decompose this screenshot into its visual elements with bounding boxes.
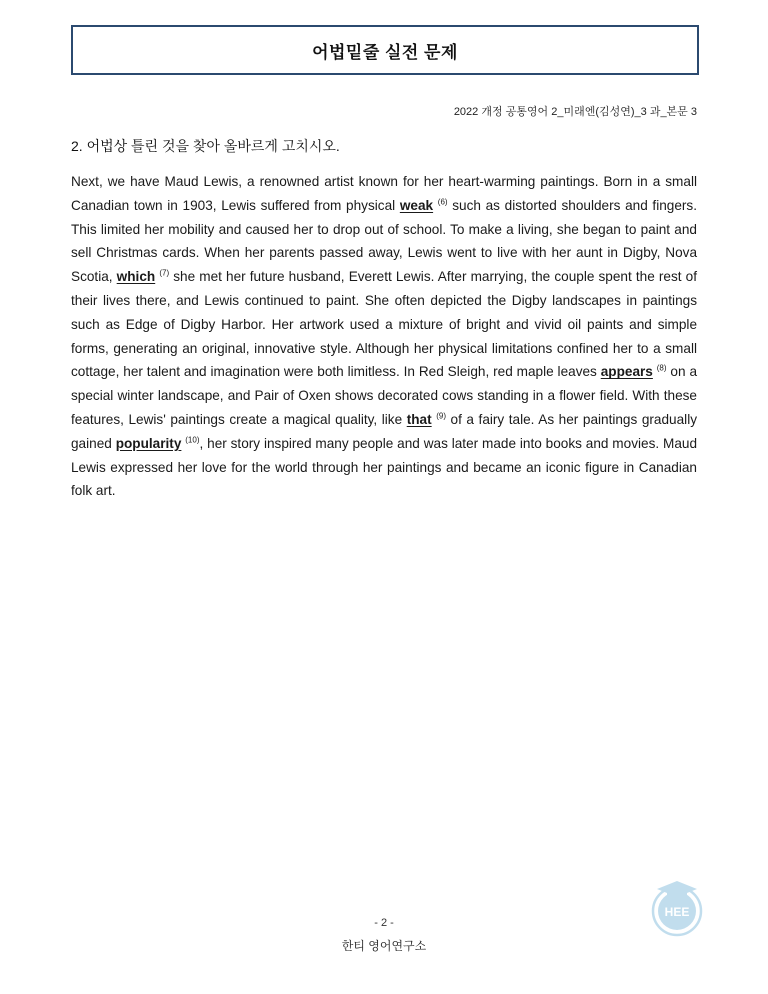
- hee-logo: [645, 875, 709, 939]
- item-number-10: (10): [185, 435, 200, 445]
- item-number-8: (8): [656, 363, 667, 373]
- passage-segment: such as distorted shoulders and fingers. This limited her mobility and caused her to drop out of school. To make a living, she began to paint and sell Christmas cards. When her parents passed away, Lewis went to live with her aunt in Digby, Nova Scotia,: [71, 197, 698, 285]
- item-number-9: (9): [436, 411, 446, 421]
- question-prompt: 2. 어법상 틀린 것을 찾아 올바르게 고치시오.: [71, 138, 340, 154]
- organization-name: 한티 영어연구소: [341, 939, 427, 953]
- passage-segment: on a special winter landscape, and Pair of Oxen shows decorated cows standing in a flower field. With these features, Lewis' paintings create a magical quality, like: [71, 364, 698, 427]
- logo-text: HEE: [664, 905, 690, 919]
- underlined-item-9: that: [406, 411, 432, 427]
- title-box: [71, 25, 699, 75]
- item-number-6: (6): [437, 197, 448, 207]
- underlined-item-10: popularity: [115, 435, 182, 451]
- underlined-item-6: weak: [399, 197, 434, 213]
- passage-segment: of a fairy tale. As her paintings gradually gained: [71, 411, 698, 451]
- item-number-7: (7): [159, 268, 170, 278]
- passage-text: [71, 170, 697, 503]
- underlined-item-8: appears: [600, 364, 653, 380]
- passage-segment: she met her future husband, Everett Lewis. After marrying, the couple spent the rest of their lives there, and Lewis continued to paint. She often depicted the Digby landscapes in paintings such as Edge of Digby Harbor. Her artwork used a mixture of bright and vivid oil paints and simple forms, generating an original, innovative style. Although her physical limitations confined her to a small cottage, her talent and imagination were both limitless. In Red Sleigh, red maple leaves: [71, 269, 697, 380]
- passage-segment: Next, we have Maud Lewis, a renowned artist known for her heart-warming paintings. Born in a small Canadian town in 1903, Lewis suffered from physical: [71, 174, 697, 213]
- source-label: 2022 개정 공통영어 2_미래엔(김성연)_3 과_본문 3: [453, 106, 697, 118]
- page-number: - 2 -: [374, 917, 394, 929]
- page-title: 어법밑줄 실전 문제: [312, 42, 458, 62]
- underlined-item-7: which: [116, 269, 156, 285]
- passage-segment: , her story inspired many people and was later made into books and movies. Maud Lewis expressed her love for the world through her paintings and became an iconic figure in Canadian folk art.: [71, 435, 698, 499]
- graduation-cap-icon: [657, 881, 697, 897]
